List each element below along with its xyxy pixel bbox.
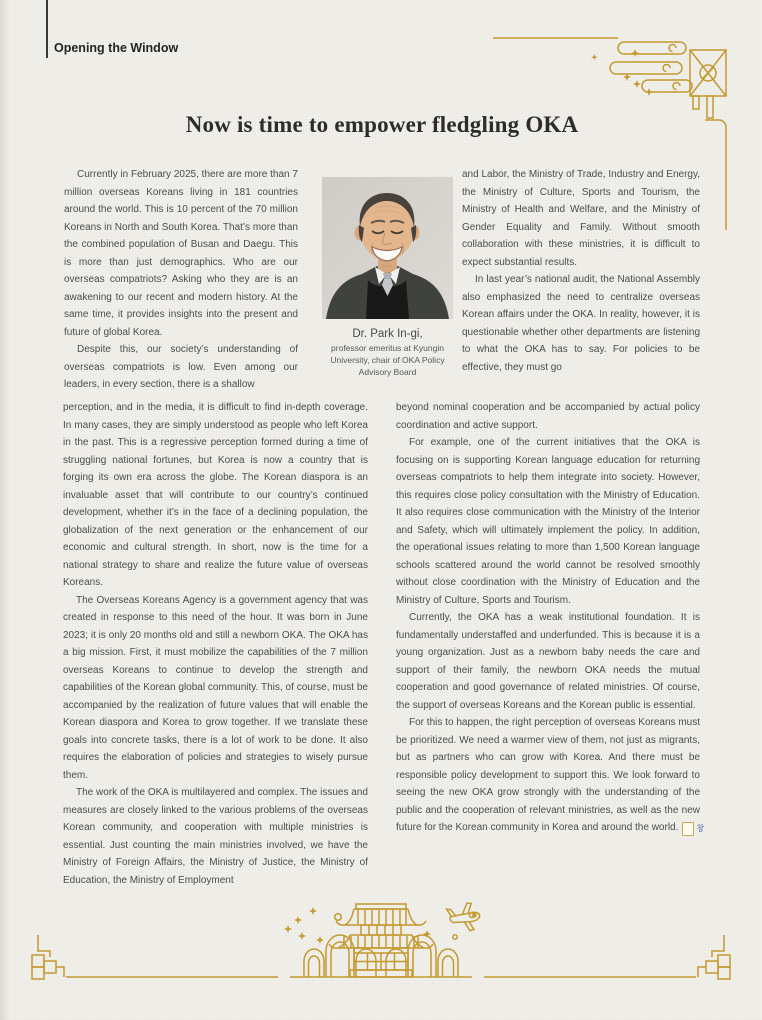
portrait-photo [322,177,453,319]
palace-icon [304,904,458,977]
article-paragraph: and Labor, the Ministry of Trade, Industry and Energy, the Ministry of Culture, Sports and Tourism, the Ministry of Health and Welfare, and the Ministry of Gender Equality and Family. Without smooth collaboration with these ministries, it is difficult to expect substantial results. [462,169,700,268]
section-label: Opening the Window [54,41,179,55]
article-paragraph: The work of the OKA is multilayered and complex. The issues and measures are closely linked to the various problems of the overseas Korean community, and cooperation with multiple ministries is essential. Just counting the main ministries involved, we have the Ministry of Foreign Affairs, the Ministry of Justice, the Ministry of Education, the Ministry of Employment [63,787,368,886]
bottom-ornament [20,895,742,990]
portrait-caption [322,328,453,378]
kite-icon [690,50,726,118]
caption-role [322,342,453,378]
page-border-line [705,120,726,230]
article-title: Now is time to empower fledgling OKA [185,112,579,137]
article-paragraph: In last year’s national audit, the National Assembly also emphasized the need to centralize overseas Korean affairs under the OKA. In reality, however, it is questionable whether other departments are listening to what the OKA has to say. For policies to be effective, they must go [462,274,700,373]
article-paragraph: Currently in February 2025, there are more than 7 million overseas Koreans living in 181 countries around the world. This is 10 percent of the 70 million Koreans in North and South Korea. That’s more than the combined population of Busan and Daegu. This is more than just demographics. Who are our overseas compatriots? Asking who they are is an awakening to our recent and modern history. At the same time, it provides insights into the present and future of global Korea. [64,169,298,338]
airplane-icon [446,902,481,933]
article-paragraph: perception, and in the media, it is difficult to find in-depth coverage. In many cases, they are simply understood as people who left Korea in the past. This is a regressive perception formed during a time of struggling national fortunes, but Korea is now a country that is forging its own era across the globe. The Korean diaspora is an invaluable asset that will contribute to our country’s continued development, whether it’s in the face of a declining population, the globalization of the next generation or the enhancement of our economic and cultural strength. In short, now is the time for a national strategy to share and realize the future value of overseas Koreans. [63,402,368,588]
article-column-bottom-right [396,399,705,837]
caption-role-line: professor emeritus at Kyungin [331,343,444,353]
article-column-top-right [462,166,700,376]
portrait-figure [322,177,453,378]
article-paragraph: The Overseas Koreans Agency is a government agency that was created in response to this need of the hour. It was born in June 2023; it is only 20 months old and still a newborn OKA. The OKA has a big mission. First, it must mobilize the capabilities of the 7 million overseas Koreans to continue to develop the strength and capabilities of the Korean global community. This, of course, must be accompanied by the realization of future values that will enable the Korean diaspora and Korea to grow together. If we translate these goals into concrete tasks, there is a lot of work to be done. It also requires the elaboration of policies and strategies to wisely pursue them. [63,594,368,781]
caption-role-line: Advisory Board [358,367,417,377]
star-icon [591,49,653,96]
article-paragraph: Despite this, our society’s understanding of overseas compatriots is low. Even among our leaders, in every section, there is a shallow [64,344,298,390]
page-edge-shadow [0,0,10,1020]
article-column-bottom-left [63,399,368,889]
knot-icon-left [32,935,64,979]
article-paragraph: For example, one of the current initiatives that the OKA is focusing on is supporting Korean language education for returning overseas compatriots to help them integrate into society. However, this requires close policy consultation with the Ministry of Education. It also requires close communication with the Ministry of the Interior and Safety, which will ultimately implement the policy. In addition, the operational issues relating to more than 1,500 Korean language schools scattered around the world cannot be resolved smoothly without close coordination with the Ministry of Education and the Ministry of Culture, Sports and Tourism. [396,437,700,606]
section-label-rule [46,0,48,58]
caption-role-line: University, chair of OKA Policy [330,355,445,365]
article-paragraph: For this to happen, the right perception of overseas Koreans must be prioritized. We need a warmer view of them, not just as migrants, but as partners who can grow with Korea. And there must be responsible policy development to support this. We look forward to seeing the new OKA grow strongly with the understanding of the public and the cooperation of relevant ministries, as well as the new future for the Korean community in Korea and around the world. 창 [396,714,700,837]
caption-name: Dr. Park In-gi, [352,328,423,340]
article-paragraph: beyond nominal cooperation and be accompanied by actual policy coordination and active support. [396,402,700,431]
cloud-icon [610,42,692,92]
article-paragraph: Currently, the OKA has a weak institutional foundation. It is fundamentally understaffed and underfunded. This is because it is a young organization. Just as a newborn baby needs the care and support of their family, the newborn OKA needs the mutual cooperation and good governance of related ministries. Of course, the support of overseas Koreans and the Korean public is essential. [396,612,700,711]
article-column-top-left [64,166,298,394]
end-of-article-mark: 창 [682,822,694,836]
knot-icon-right [698,935,730,979]
